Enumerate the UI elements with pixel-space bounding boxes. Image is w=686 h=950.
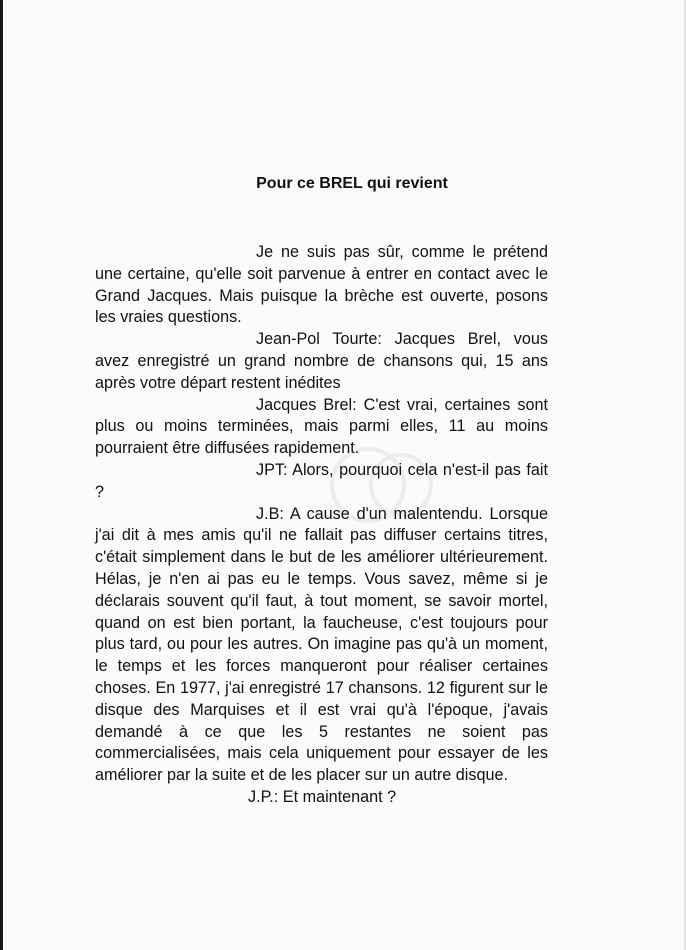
intro-paragraph: Je ne suis pas sûr, comme le prétend une certaine, qu'elle soit parvenue à entrer en contact avec le Grand Jacques. Mais puisque la brèche est ouverte, posons les vraies questions. [95, 243, 548, 327]
interview-text [95, 242, 548, 809]
question-paragraph: Jean-Pol Tourte: Jacques Brel, vous avez enregistré un grand nombre de chansons qui, 15 ans après votre départ restent inédites [95, 330, 548, 392]
document-title: Pour ce BREL qui revient [256, 175, 448, 192]
question-paragraph: J.P.: Et maintenant ? [248, 787, 397, 806]
answer-paragraph: J.B: A cause d'un malentendu. Lorsque j'ai dit à mes amis qu'il ne fallait pas diffuser certains titres, c'était simplement dans le but de les améliorer ultérieurement. Hélas, je n'en ai pas eu le temps. Vous savez, même si je déclarais souvent qu'il faut, à tout moment, se savoir mortel, quand on est bien portant, la faucheuse, c'est toujours pour plus tard, ou pour les autres. On imagine pas qu'à un moment, le temps et les forces manqueront pour réaliser certaines choses. En 1977, j'ai enregistré 17 chansons. 12 figurent sur le disque des Marquises et il est vrai qu'à l'époque, j'avais demandé à ce que les 5 restantes ne soient pas commercialisées, mais cela uniquement pour essayer de les améliorer par la suite et de les placer sur un autre disque. [95, 504, 548, 785]
answer-paragraph: Jacques Brel: C'est vrai, certaines sont plus ou moins terminées, mais parmi elles, 11 au moins pourraient être diffusées rapidement. [95, 395, 548, 458]
question-paragraph: JPT: Alors, pourquoi cela n'est-il pas fait ? [95, 460, 548, 501]
